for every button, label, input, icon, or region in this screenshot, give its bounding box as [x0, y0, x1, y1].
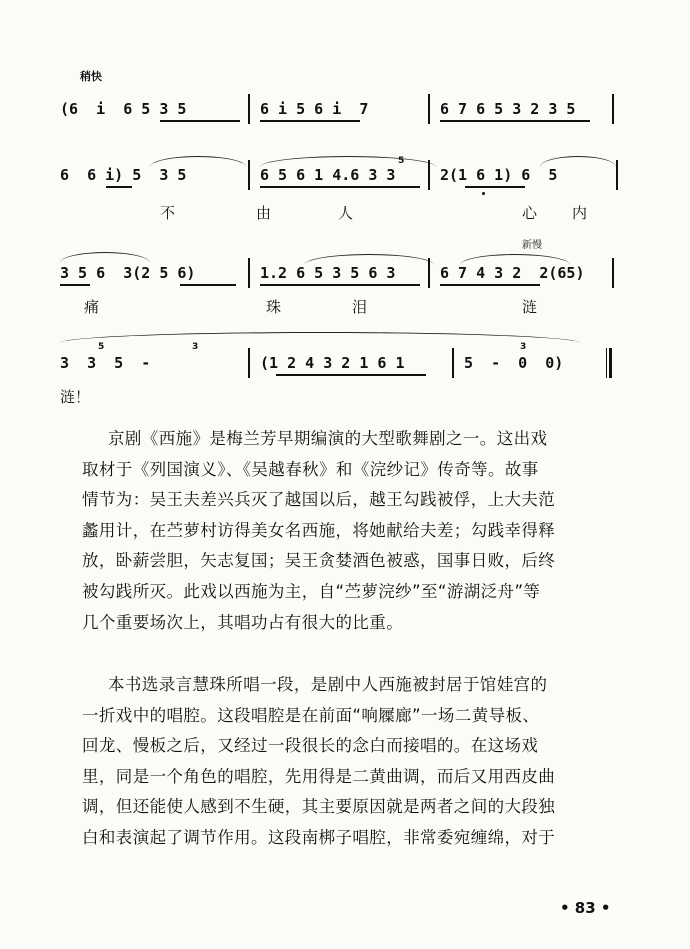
lyric: 泪 [352, 298, 368, 316]
measure-3-3: 6 7 4 3 2 2(65) [440, 264, 585, 282]
measure-4-3: 5 - 0 0) [464, 354, 564, 372]
underline [276, 374, 426, 376]
measure-3-1: 3 5 6 3(2 5 6) [60, 264, 196, 282]
measure-2-3: 2(1 6 1) 6 5 [440, 166, 558, 184]
barline [428, 94, 430, 124]
final-barline [606, 348, 612, 378]
barline [248, 94, 250, 124]
lyric: 心 [522, 204, 538, 222]
text-line: 情节为：吴王夫差兴兵灭了越国以后，越王勾践被俘，上大夫范 [82, 490, 556, 510]
paragraph-1 [108, 424, 636, 455]
lyric: 痛 [84, 298, 100, 316]
text-line: 几个重要场次上，其唱功占有很大的比重。 [82, 612, 404, 632]
barline [428, 258, 430, 288]
low-octave-dot [482, 192, 485, 195]
grace-note: 5 [398, 156, 405, 166]
barline [428, 160, 430, 190]
measure-1-1: (6 i 6 5 3 5 [60, 100, 187, 118]
barline [248, 160, 250, 190]
text-line: 蠡用计，在苎萝村访得美女名西施，将她献给夫差；勾践幸得释 [82, 520, 556, 540]
measure-2-1: 6 6 i) 5 3 5 [60, 166, 187, 184]
text-line: 一折戏中的唱腔。这段唱腔是在前面“响屧廊”一场二黄导板、 [82, 705, 540, 725]
paragraph-2 [108, 670, 636, 701]
barline [612, 94, 614, 124]
measure-4-1: 3 3 5 - [60, 354, 151, 372]
text-line: 本书选录言慧珠所唱一段，是剧中人西施被封居于馆娃宫的 [108, 675, 548, 694]
slur [60, 332, 580, 343]
underline [60, 284, 90, 286]
text-line: 被勾践所灭。此戏以西施为主，自“苎萝浣纱”至“游湖泛舟”等 [82, 581, 541, 601]
lyric: 珠 [266, 298, 282, 316]
tempo-change-mark: 新慢 [522, 240, 542, 251]
measure-1-2: 6 i 5 6 i 7 [260, 100, 369, 118]
text-line: 调，但还能使人感到不生硬，其主要原因就是两者之间的大段独 [82, 797, 556, 817]
page-number: • 83 • [560, 899, 611, 917]
underline [440, 284, 540, 286]
measure-4-2: (1 2 4 3 2 1 6 1 [260, 354, 405, 372]
text-line: 回龙、慢板之后，又经过一段很长的念白而接唱的。在这场戏 [82, 736, 539, 756]
grace-note: 3 [192, 342, 199, 352]
underline [440, 120, 590, 122]
text-line: 白和表演起了调节作用。这段南梆子唱腔，非常委宛缠绵，对于 [82, 827, 556, 847]
lyric: 不 [160, 204, 176, 222]
underline [260, 120, 360, 122]
barline [248, 348, 250, 378]
grace-note: 5 [98, 342, 105, 352]
barline [248, 258, 250, 288]
lyric: 涟 [522, 298, 538, 316]
text-line: 里，同是一个角色的唱腔，先用得是二黄曲调，而后又用西皮曲 [82, 766, 556, 786]
lyric: 涟！ [60, 388, 91, 406]
underline [180, 284, 236, 286]
lyric: 内 [572, 204, 588, 222]
barline [616, 160, 618, 190]
paragraph-2-cont [82, 701, 638, 854]
text-line: 京剧《西施》是梅兰芳早期编演的大型歌舞剧之一。这出戏 [108, 429, 548, 448]
measure-2-2: 6 5 6 1 4.6 3 3 [260, 166, 396, 184]
underline [106, 186, 132, 188]
lyric: 由 [256, 204, 272, 222]
barline [452, 348, 454, 378]
lyric: 人 [338, 204, 354, 222]
barline [612, 258, 614, 288]
paragraph-1-cont [82, 455, 638, 639]
measure-3-2: 1.2 6 5 3 5 6 3 [260, 264, 396, 282]
underline [260, 284, 420, 286]
grace-note: 3 [520, 342, 527, 352]
text-line: 取材于《列国演义》、《吴越春秋》和《浣纱记》传奇等。故事 [82, 459, 539, 479]
underline [465, 186, 525, 188]
tempo-mark: 稍快 [80, 70, 102, 83]
underline [160, 120, 240, 122]
underline [260, 186, 420, 188]
measure-1-3: 6 7 6 5 3 2 3 5 [440, 100, 576, 118]
text-line: 放，卧薪尝胆，矢志复国；吴王贪婪酒色被惑，国事日败，后终 [82, 551, 556, 571]
